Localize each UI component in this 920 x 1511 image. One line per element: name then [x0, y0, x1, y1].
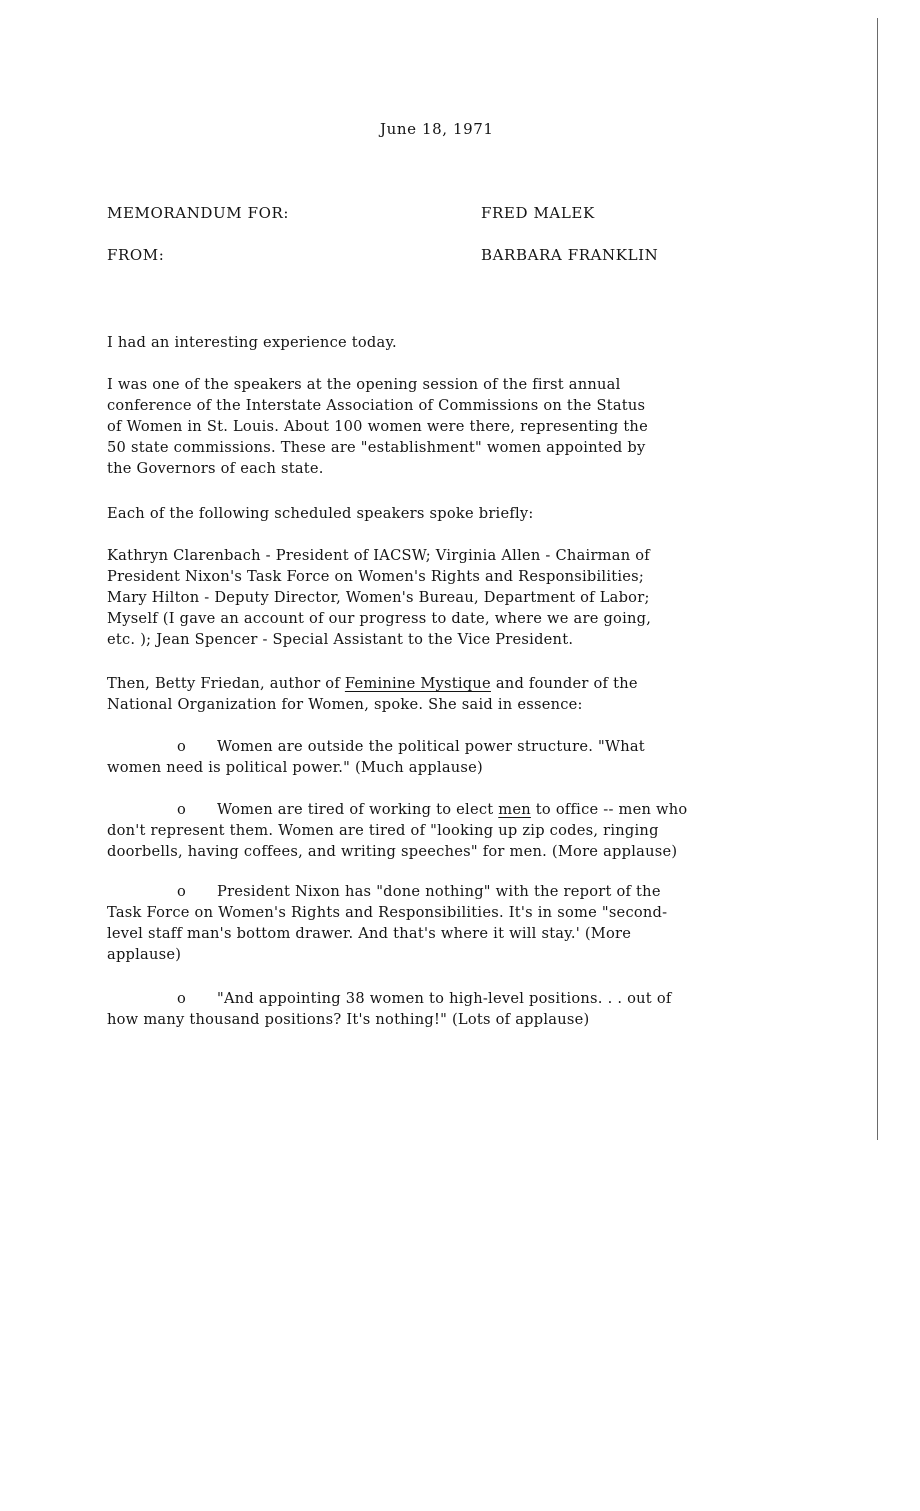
paragraph-line: Mary Hilton - Deputy Director, Women's Bureau, Department of Labor;: [107, 589, 650, 606]
paragraph-line: [107, 988, 837, 1009]
paragraph-line: National Organization for Women, spoke. She said in essence:: [107, 696, 583, 713]
bullet-marker: o: [177, 738, 187, 755]
bullet-item: [107, 988, 837, 1030]
paragraph-line: President Nixon's Task Force on Women's Rights and Responsibilities;: [107, 568, 645, 585]
paragraph-line: [107, 736, 837, 757]
paragraph-line: [107, 673, 837, 694]
paragraph-line: level staff man's bottom drawer. And that's where it will stay.' (More: [107, 925, 632, 942]
text-run: President Nixon has "done nothing" with the report of the: [217, 883, 661, 900]
bullet-item: [107, 881, 837, 965]
bullet-item: [107, 799, 837, 862]
paragraph-speakers-intro: [107, 503, 837, 524]
bullet-marker: o: [177, 990, 187, 1007]
paragraph-speakers-list: [107, 545, 837, 650]
memorandum-for-value: FRED MALEK: [481, 204, 595, 222]
paragraph-line: the Governors of each state.: [107, 460, 324, 477]
book-title: Feminine Mystique: [344, 675, 491, 692]
paragraph-line: Each of the following scheduled speakers spoke briefly:: [107, 505, 534, 522]
underlined-word: men: [498, 801, 531, 818]
bullet-marker: o: [177, 801, 187, 818]
paragraph-line: [107, 799, 837, 820]
paragraph-line: I had an interesting experience today.: [107, 334, 397, 351]
paragraph-line: Kathryn Clarenbach - President of IACSW; Virginia Allen - Chairman of: [107, 547, 650, 564]
paragraph-friedan: [107, 673, 837, 715]
text-run: "And appointing 38 women to high-level positions. . . out of: [217, 990, 672, 1007]
paragraph-line: women need is political power." (Much applause): [107, 759, 484, 776]
paragraph-line: [107, 881, 837, 902]
paragraph-line: 50 state commissions. These are "establishment" women appointed by: [107, 439, 646, 456]
paragraph-line: I was one of the speakers at the opening session of the first annual: [107, 376, 621, 393]
text-run: Women are outside the political power structure. "What: [217, 738, 645, 755]
paragraph-line: how many thousand positions? It's nothing!" (Lots of applause): [107, 1011, 590, 1028]
text-run: and founder of the: [490, 675, 638, 692]
paragraph-line: of Women in St. Louis. About 100 women were there, representing the: [107, 418, 648, 435]
paragraph-line: Task Force on Women's Rights and Responsibilities. It's in some "second-: [107, 904, 668, 921]
paragraph-intro: [107, 332, 837, 353]
paragraph-line: Myself (I gave an account of our progress to date, where we are going,: [107, 610, 652, 627]
from-label: FROM:: [107, 246, 165, 264]
paragraph-line: etc. ); Jean Spencer - Special Assistant to the Vice President.: [107, 631, 574, 648]
paragraph-line: doorbells, having coffees, and writing speeches" for men. (More applause): [107, 843, 678, 860]
bullet-item: [107, 736, 837, 778]
page-edge-line: [877, 18, 878, 1140]
text-run: to office -- men who: [530, 801, 688, 818]
text-run: Then, Betty Friedan, author of: [107, 675, 345, 692]
paragraph-line: conference of the Interstate Association of Commissions on the Status: [107, 397, 646, 414]
text-run: Women are tired of working to elect: [217, 801, 499, 818]
memorandum-for-label: MEMORANDUM FOR:: [107, 204, 290, 222]
paragraph-line: don't represent them. Women are tired of "looking up zip codes, ringing: [107, 822, 659, 839]
paragraph-conference: [107, 374, 837, 479]
from-value: BARBARA FRANKLIN: [481, 246, 659, 264]
memo-date: June 18, 1971: [380, 120, 494, 138]
bullet-marker: o: [177, 883, 187, 900]
paragraph-line: applause): [107, 946, 182, 963]
